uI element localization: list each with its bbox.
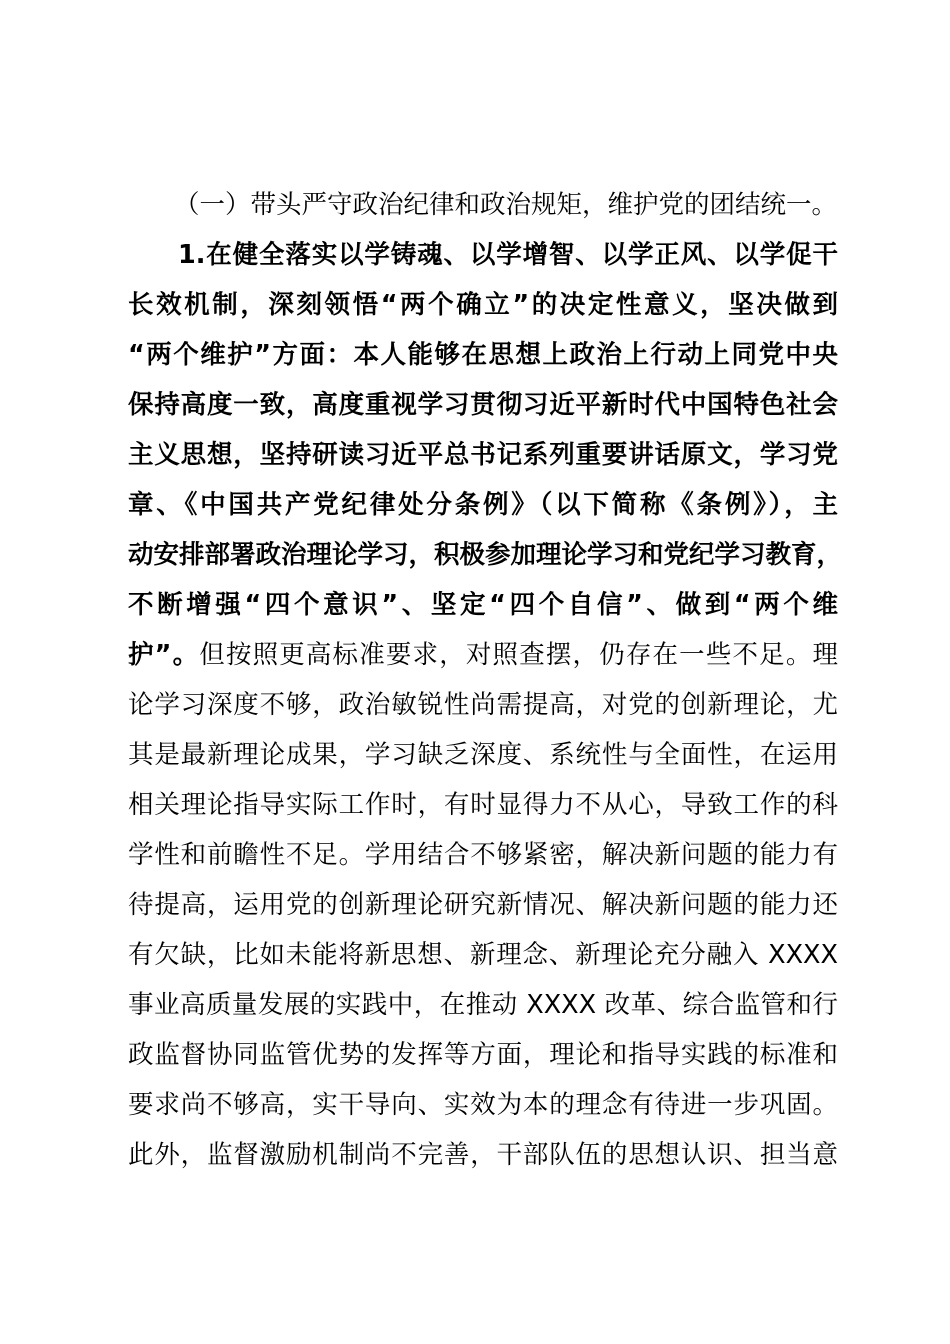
normal-text: 待提高，运用党的创新理论研究新情况、解决新问题的能力还 [128, 890, 838, 920]
paragraph-line [128, 680, 838, 730]
paragraph-line [128, 1130, 838, 1180]
paragraph-line [128, 380, 838, 430]
normal-text: 有欠缺，比如未能将新思想、新理念、新理论充分融入 XXXX [128, 940, 838, 970]
paragraph-line [128, 430, 838, 480]
paragraph-line [128, 1080, 838, 1130]
paragraph-line [178, 230, 838, 280]
paragraph-line [128, 1030, 838, 1080]
bold-text: 主义思想，坚持研读习近平总书记系列重要讲话原文，学习党 [128, 440, 838, 470]
bold-text: 长效机制，深刻领悟“两个确立”的决定性意义，坚决做到 [128, 290, 838, 320]
bold-text: 1.在健全落实以学铸魂、以学增智、以学正风、以学促干 [178, 240, 838, 270]
normal-text: 此外，监督激励机制尚不完善，干部队伍的思想认识、担当意 [128, 1140, 838, 1170]
paragraph-line [128, 730, 838, 780]
bold-text: 章、《中国共产党纪律处分条例》（以下简称《条例》），主 [128, 490, 838, 520]
paragraph-line [128, 530, 843, 580]
normal-text: 学性和前瞻性不足。学用结合不够紧密，解决新问题的能力有 [128, 840, 838, 870]
bold-text: “两个维护”方面：本人能够在思想上政治上行动上同党中央 [128, 340, 838, 370]
bold-text: 不断增强“四个意识”、坚定“四个自信”、做到“两个维 [128, 590, 838, 620]
normal-text: 政监督协同监管优势的发挥等方面，理论和指导实践的标准和 [128, 1040, 838, 1070]
paragraph-line [128, 280, 838, 330]
section-heading-text: （一）带头严守政治纪律和政治规矩，维护党的团结统一。 [174, 190, 838, 220]
normal-text: 要求尚不够高，实干导向、实效为本的理念有待进一步巩固。 [128, 1090, 838, 1120]
normal-text: 但按照更高标准要求，对照查摆，仍存在一些不足。理 [199, 640, 838, 670]
normal-text: 其是最新理论成果，学习缺乏深度、系统性与全面性，在运用 [128, 740, 838, 770]
bold-text: 护”。 [128, 640, 200, 670]
paragraph-line [128, 830, 838, 880]
section-heading [174, 180, 836, 230]
paragraph-line [128, 980, 838, 1030]
bold-text: 动安排部署政治理论学习，积极参加理论学习和党纪学习教育， [128, 540, 843, 570]
paragraph-line [128, 880, 838, 930]
paragraph-line [128, 480, 838, 530]
normal-text: 论学习深度不够，政治敏锐性尚需提高，对党的创新理论，尤 [128, 690, 838, 720]
normal-text: 事业高质量发展的实践中，在推动 XXXX 改革、综合监管和行 [128, 990, 838, 1020]
paragraph-line [128, 330, 838, 380]
paragraph-line [128, 780, 838, 830]
paragraph-line [128, 930, 838, 980]
paragraph-line [128, 580, 838, 630]
normal-text: 相关理论指导实际工作时，有时显得力不从心，导致工作的科 [128, 790, 838, 820]
paragraph-line [128, 630, 838, 680]
bold-text: 保持高度一致，高度重视学习贯彻习近平新时代中国特色社会 [128, 390, 838, 420]
